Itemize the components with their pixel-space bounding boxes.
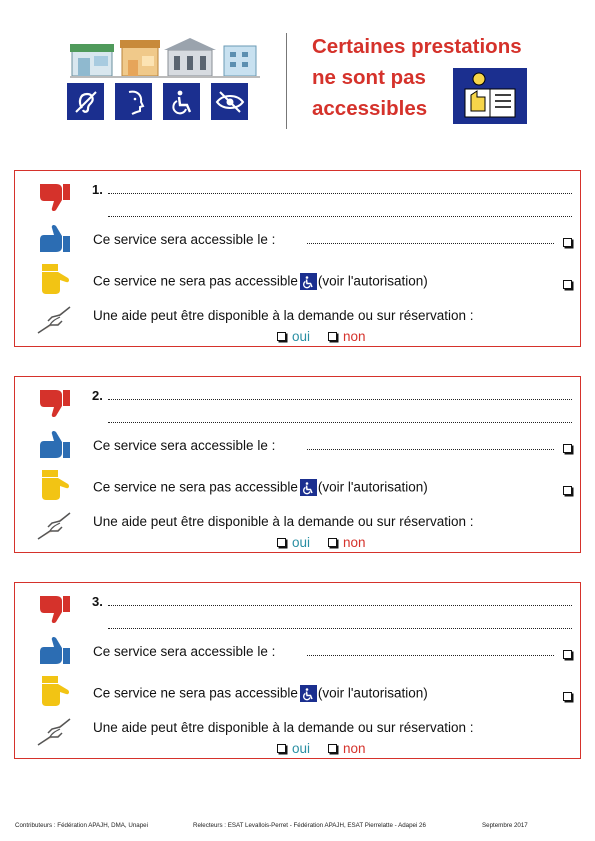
not-accessible-label <box>93 685 428 702</box>
title-line: accessibles <box>312 97 428 120</box>
thumbs-down-icon <box>36 386 72 420</box>
accessible-date-label: Ce service sera accessible le : <box>93 232 276 247</box>
mental-disability-icon <box>115 83 152 120</box>
footer-contributors: Contributeurs : Fédération APAJH, DMA, Unapei <box>15 822 148 829</box>
thumbs-up-icon <box>36 634 72 668</box>
yes-label: oui <box>292 741 311 756</box>
description-line-1[interactable] <box>108 193 572 194</box>
easy-to-read-icon <box>453 68 527 124</box>
bakery-icon <box>120 40 160 76</box>
service-box-3 <box>14 582 581 759</box>
helping-hands-icon <box>36 509 72 543</box>
title-line: ne sont pas <box>312 66 426 89</box>
accessible-date-field[interactable] <box>307 449 554 450</box>
shop-icon <box>70 44 114 76</box>
not-accessible-text: Ce service ne sera pas accessible <box>93 685 298 701</box>
yes-checkbox[interactable] <box>277 538 286 547</box>
yes-checkbox[interactable] <box>277 332 286 341</box>
town-hall-icon <box>164 38 216 76</box>
service-number: 1. <box>92 182 103 197</box>
no-checkbox[interactable] <box>328 538 337 547</box>
help-label: Une aide peut être disponible à la demande ou sur réservation : <box>93 514 474 529</box>
thumbs-up-icon <box>36 428 72 462</box>
not-accessible-text: Ce service ne sera pas accessible <box>93 273 298 289</box>
description-line-2[interactable] <box>108 628 572 629</box>
accessible-date-field[interactable] <box>307 243 554 244</box>
wheelchair-icon <box>163 83 200 120</box>
thumbs-down-icon <box>36 592 72 626</box>
thumbs-down-icon <box>36 180 72 214</box>
accessible-date-label: Ce service sera accessible le : <box>93 644 276 659</box>
visual-impairment-icon <box>211 83 248 120</box>
thumbs-up-icon <box>36 222 72 256</box>
thumb-sideways-icon <box>36 468 72 502</box>
help-options <box>277 535 366 550</box>
accessible-date-field[interactable] <box>307 655 554 656</box>
help-label: Une aide peut être disponible à la demande ou sur réservation : <box>93 308 474 323</box>
service-box-1 <box>14 170 581 347</box>
yes-label: oui <box>292 329 311 344</box>
not-accessible-label <box>93 479 428 496</box>
wheelchair-icon <box>300 479 317 496</box>
service-number: 2. <box>92 388 103 403</box>
description-line-2[interactable] <box>108 422 572 423</box>
accessible-checkbox[interactable] <box>563 650 572 659</box>
thumb-sideways-icon <box>36 674 72 708</box>
authorization-text: (voir l'autorisation) <box>317 273 428 289</box>
wheelchair-icon <box>300 685 317 702</box>
office-building-icon <box>224 46 256 76</box>
accessible-checkbox[interactable] <box>563 238 572 247</box>
description-line-1[interactable] <box>108 605 572 606</box>
no-label: non <box>343 329 366 344</box>
not-accessible-checkbox[interactable] <box>563 280 572 289</box>
title-line: Certaines prestations <box>312 35 522 58</box>
not-accessible-text: Ce service ne sera pas accessible <box>93 479 298 495</box>
building-icons <box>70 36 260 78</box>
description-line-2[interactable] <box>108 216 572 217</box>
footer-date: Septembre 2017 <box>482 822 528 829</box>
footer-reviewers: Relecteurs : ESAT Levallois-Perret - Fédération APAJH, ESAT Pierrelatte - Adapei 26 <box>193 822 426 829</box>
help-options <box>277 329 366 344</box>
wheelchair-icon <box>300 273 317 290</box>
thumb-sideways-icon <box>36 262 72 296</box>
header-divider <box>286 33 287 129</box>
no-label: non <box>343 535 366 550</box>
authorization-text: (voir l'autorisation) <box>317 479 428 495</box>
no-checkbox[interactable] <box>328 744 337 753</box>
not-accessible-checkbox[interactable] <box>563 692 572 701</box>
not-accessible-label <box>93 273 428 290</box>
not-accessible-checkbox[interactable] <box>563 486 572 495</box>
authorization-text: (voir l'autorisation) <box>317 685 428 701</box>
service-box-2 <box>14 376 581 553</box>
accessible-date-label: Ce service sera accessible le : <box>93 438 276 453</box>
yes-checkbox[interactable] <box>277 744 286 753</box>
helping-hands-icon <box>36 303 72 337</box>
description-line-1[interactable] <box>108 399 572 400</box>
disability-icons <box>67 83 248 120</box>
yes-label: oui <box>292 535 311 550</box>
no-label: non <box>343 741 366 756</box>
header <box>0 0 595 140</box>
helping-hands-icon <box>36 715 72 749</box>
service-number: 3. <box>92 594 103 609</box>
hearing-impairment-icon <box>67 83 104 120</box>
help-options <box>277 741 366 756</box>
help-label: Une aide peut être disponible à la demande ou sur réservation : <box>93 720 474 735</box>
no-checkbox[interactable] <box>328 332 337 341</box>
accessible-checkbox[interactable] <box>563 444 572 453</box>
